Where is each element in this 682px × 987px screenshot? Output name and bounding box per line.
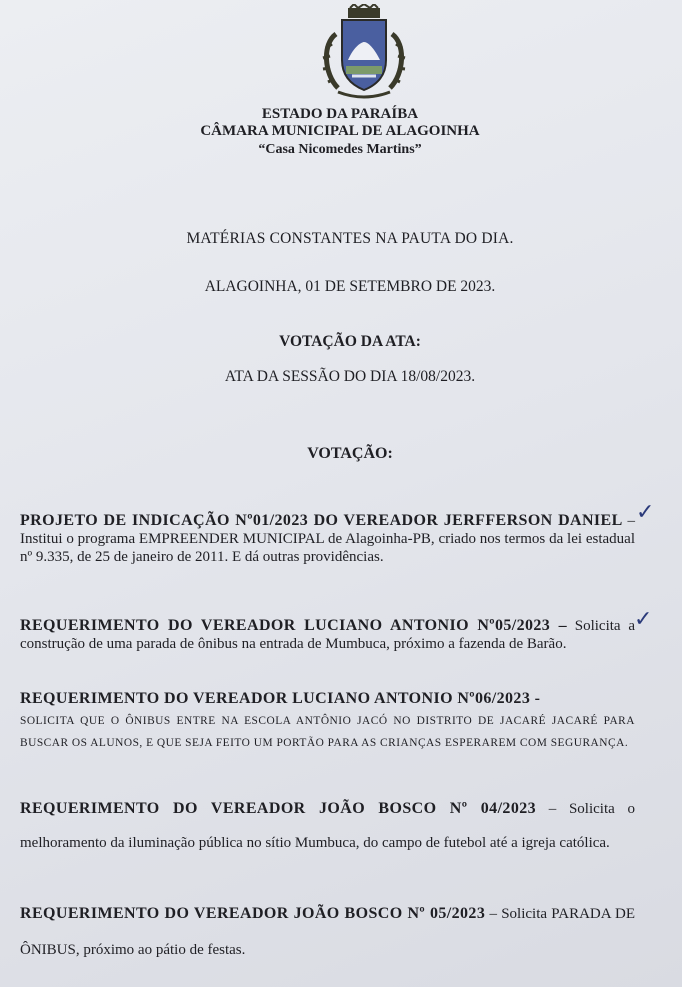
agenda-item-text: – Solicita o melhoramento da iluminação pública no sítio Mumbuca, do campo de futebol até a igreja católica. — [20, 801, 635, 851]
agenda-item-title: REQUERIMENTO DO VEREADOR JOÃO BOSCO Nº 05/2023 — [20, 905, 486, 922]
agenda-item-text: Solicita a construção de uma parada de ônibus na entrada de Mumbuca, próximo a fazenda de Barão. — [20, 618, 635, 652]
state-name: ESTADO DA PARAÍBA — [261, 106, 419, 122]
checkmark-icon: ✓ — [634, 607, 653, 632]
agenda-item — [20, 512, 635, 566]
agenda-item-text: SOLICITA QUE O ÔNIBUS ENTRE NA ESCOLA ANTÔNIO JACÓ NO DISTRITO DE JACARÉ JACARÉ PARA BUSCAR OS ALUNOS, E QUE SEJA FEITO UM PORTÃO PARA AS CRIANÇAS ESPERAREM COM SEGURANÇA. — [20, 715, 635, 749]
coat-of-arms-icon — [318, 4, 410, 102]
agenda-item-text: – Institui o programa EMPREENDER MUNICIPAL de Alagoinha-PB, criado nos termos da lei estadual nº 9.335, de 25 de janeiro de 2011. E dá outras providências. — [20, 513, 635, 565]
agenda-item-title: REQUERIMENTO DO VEREADOR LUCIANO ANTONIO Nº05/2023 – — [20, 617, 567, 634]
agenda-item-title: REQUERIMENTO DO VEREADOR LUCIANO ANTONIO Nº06/2023 - — [20, 690, 541, 707]
minutes-heading: VOTAÇÃO DA ATA: — [279, 333, 421, 350]
agenda-item-title: PROJETO DE INDICAÇÃO Nº01/2023 DO VEREADOR JERFFERSON DANIEL — [20, 512, 623, 529]
house-name: “Casa Nicomedes Martins” — [258, 142, 422, 157]
minutes-text: ATA DA SESSÃO DO DIA 18/08/2023. — [224, 368, 476, 385]
agenda-item-title: REQUERIMENTO DO VEREADOR JOÃO BOSCO Nº 04/2023 — [20, 800, 537, 817]
chamber-name: CÂMARA MUNICIPAL DE ALAGOINHA — [200, 123, 480, 139]
agenda-item — [20, 690, 635, 754]
checkmark-icon: ✓ — [636, 500, 655, 525]
voting-heading: VOTAÇÃO: — [307, 445, 393, 462]
agenda-date: ALAGOINHA, 01 DE SETEMBRO DE 2023. — [204, 278, 496, 295]
agenda-item — [20, 617, 635, 653]
agenda-item-text: – Solicita PARADA DE ÔNIBUS, próximo ao pátio de festas. — [20, 906, 635, 958]
agenda-item — [20, 792, 635, 860]
agenda-item — [20, 896, 635, 968]
agenda-title: MATÉRIAS CONSTANTES NA PAUTA DO DIA. — [186, 230, 514, 247]
